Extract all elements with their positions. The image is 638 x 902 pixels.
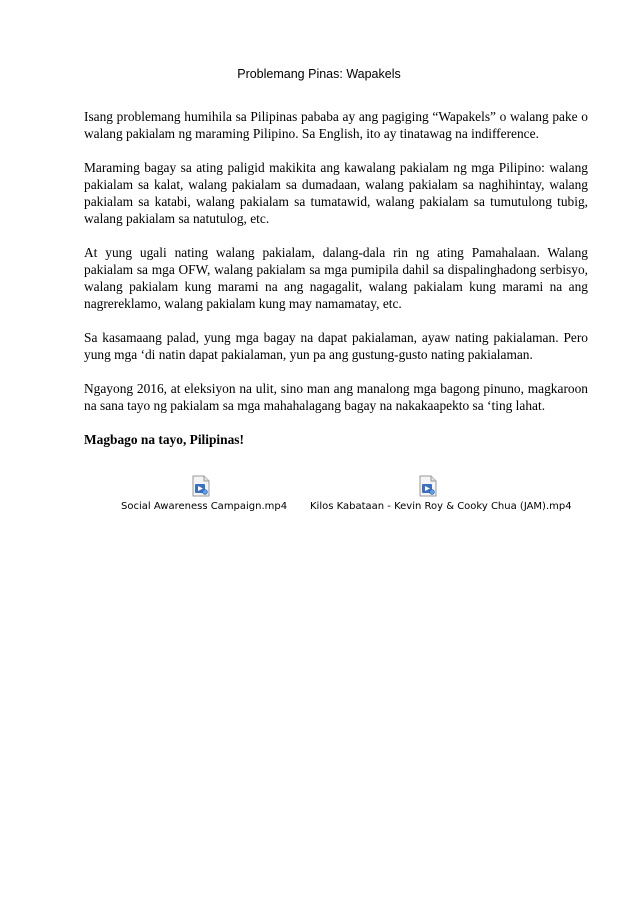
paragraph: Ngayong 2016, at eleksiyon na ulit, sino man ang manalong mga bagong pinuno, magkaroon na sana tayo ng pakialam sa mga mahahalagang bagay na nakakaapekto sa ‘ting lahat. bbox=[84, 381, 588, 413]
attachment-social-awareness-campaign[interactable] bbox=[121, 475, 288, 512]
video-file-icon bbox=[418, 475, 438, 497]
paragraph: At yung ugali nating walang pakialam, dalang-dala rin ng ating Pamahalaan. Walang pakialam sa mga OFW, walang pakialam sa mga pumipila dahil sa dispalinghadong serbisyo, walang pakialam kung marami na ang nagagalit, walang pakialam kung marami na ang nagrereklamo, walang pakialam kung may namamatay, etc. bbox=[84, 245, 588, 311]
paragraph: Isang problemang humihila sa Pilipinas pababa ay ang pagiging “Wapakels” o walang pake o walang pakialam ng maraming Pilipino. Sa English, ito ay tinatawag na indifference. bbox=[84, 109, 588, 141]
document-body bbox=[84, 108, 588, 465]
attachment-file-name: Kilos Kabataan - Kevin Roy & Cooky Chua (JAM).mp4 bbox=[310, 501, 572, 512]
paragraph: Maraming bagay sa ating paligid makikita ang kawalang pakialam ng mga Pilipino: walang pakialam sa kalat, walang pakialam sa dumadaan, walang pakialam sa naghihintay, walang pakialam sa katabi, walang pakialam sa tumatawid, walang pakialam sa tumutulong tubig, walang pakialam sa natutulog, etc. bbox=[84, 160, 588, 226]
document-title: Problemang Pinas: Wapakels bbox=[237, 67, 401, 81]
attachment-file-name: Social Awareness Campaign.mp4 bbox=[121, 501, 288, 512]
video-file-icon bbox=[191, 475, 211, 497]
paragraph: Sa kasamaang palad, yung mga bagay na dapat pakialaman, ayaw nating pakialaman. Pero yung mga ‘di natin dapat pakialaman, yun pa ang gustung-gusto nating pakialaman. bbox=[84, 330, 588, 362]
closing-line: Magbago na tayo, Pilipinas! bbox=[84, 432, 244, 447]
attachment-kilos-kabataan[interactable] bbox=[310, 475, 572, 512]
